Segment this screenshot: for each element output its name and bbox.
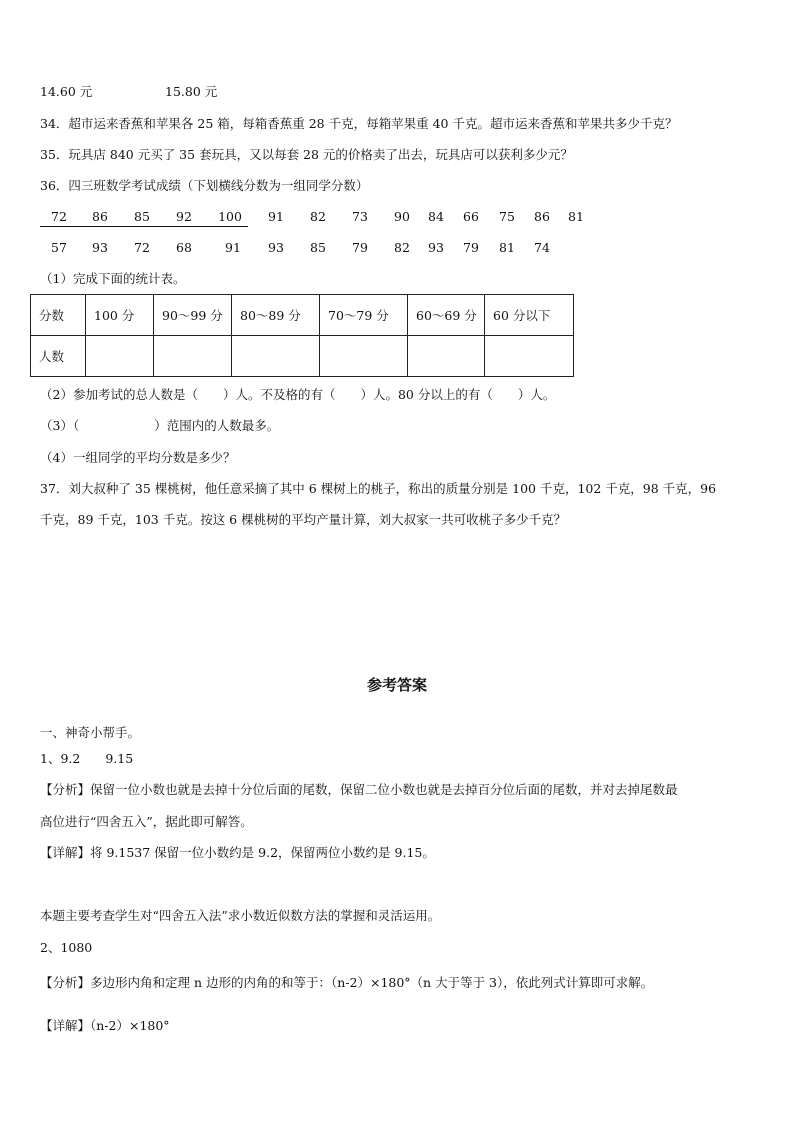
score-value: 75 xyxy=(499,209,515,224)
score-row-2 xyxy=(40,240,600,256)
answer-title: 参考答案 xyxy=(366,676,427,694)
score-value: 100 xyxy=(218,209,242,224)
table-header-cell: 分数 xyxy=(31,295,86,336)
group-underline xyxy=(40,226,248,227)
score-value: 92 xyxy=(176,209,192,224)
question-35: 35．玩具店 840 元买了 35 套玩具，又以每套 28 元的价格卖了出去，玩具店可以获利多少元？ xyxy=(40,147,573,162)
table-answer-cell[interactable] xyxy=(320,336,408,377)
score-value: 74 xyxy=(534,240,550,255)
score-value: 72 xyxy=(134,240,150,255)
score-value: 72 xyxy=(51,209,67,224)
table-answer-cell[interactable] xyxy=(408,336,485,377)
answer-2-heading: 2、1080 xyxy=(40,940,93,955)
question-36-sub2: （2）参加考试的总人数是（ ）人。不及格的有（ ）人。80 分以上的有（ ）人。 xyxy=(40,387,556,402)
table-row-label: 人数 xyxy=(31,336,86,377)
answer-2-detail: 【详解】（n-2）×180° xyxy=(40,1018,170,1033)
table-answer-cell[interactable] xyxy=(232,336,320,377)
score-value: 81 xyxy=(499,240,515,255)
score-value: 85 xyxy=(310,240,326,255)
score-value: 68 xyxy=(176,240,192,255)
question-36-sub3: （3）（ ）范围内的人数最多。 xyxy=(40,418,280,433)
score-value: 86 xyxy=(92,209,108,224)
score-value: 66 xyxy=(463,209,479,224)
table-header-cell: 60 分以下 xyxy=(485,295,574,336)
answer-1-note: 本题主要考查学生对“四舍五入法”求小数近似数方法的掌握和灵活运用。 xyxy=(40,908,441,923)
question-37-line2: 千克，89 千克，103 千克。按这 6 棵桃树的平均产量计算，刘大叔家一共可收桃子多少千克？ xyxy=(40,512,567,527)
score-value: 82 xyxy=(310,209,326,224)
score-value: 93 xyxy=(268,240,284,255)
answer-1-heading: 1、9.2 9.15 xyxy=(40,751,134,766)
answer-2-analysis: 【分析】多边形内角和定理 n 边形的内角的和等于：（n-2）×180°（n 大于等于 3），依此列式计算即可求解。 xyxy=(40,975,654,990)
answer-1-analysis-line2: 高位进行“四舍五入”，据此即可解答。 xyxy=(40,814,253,829)
table-row xyxy=(31,336,574,377)
score-value: 93 xyxy=(92,240,108,255)
score-value: 82 xyxy=(394,240,410,255)
question-36-sub1: （1）完成下面的统计表。 xyxy=(40,271,186,286)
score-value: 84 xyxy=(428,209,444,224)
table-header-cell: 70～79 分 xyxy=(320,295,408,336)
score-row-1 xyxy=(40,209,600,225)
question-34: 34．超市运来香蕉和苹果各 25 箱，每箱香蕉重 28 千克，每箱苹果重 40 千克。超市运来香蕉和苹果共多少千克？ xyxy=(40,116,678,131)
score-value: 73 xyxy=(352,209,368,224)
score-value: 93 xyxy=(428,240,444,255)
score-value: 85 xyxy=(134,209,150,224)
question-37-line1: 37．刘大叔种了 35 棵桃树，他任意采摘了其中 6 棵树上的桃子，称出的质量分别是 100 千克，102 千克，98 千克，96 xyxy=(40,481,717,496)
question-36-sub4: （4）一组同学的平均分数是多少？ xyxy=(40,450,236,465)
table-header-cell: 80～89 分 xyxy=(232,295,320,336)
table-header-cell: 90～99 分 xyxy=(154,295,232,336)
score-value: 86 xyxy=(534,209,550,224)
score-value: 57 xyxy=(51,240,67,255)
score-value: 91 xyxy=(268,209,284,224)
question-36-title: 36．四三班数学考试成绩（下划横线分数为一组同学分数） xyxy=(40,178,369,193)
price-1: 14.60 元 xyxy=(40,84,93,99)
statistics-table xyxy=(30,294,574,377)
price-2: 15.80 元 xyxy=(165,84,218,99)
answer-section-heading: 一、神奇小帮手。 xyxy=(40,725,141,740)
score-value: 81 xyxy=(568,209,584,224)
score-value: 79 xyxy=(463,240,479,255)
score-value: 90 xyxy=(394,209,410,224)
table-answer-cell[interactable] xyxy=(154,336,232,377)
table-answer-cell[interactable] xyxy=(86,336,154,377)
answer-1-detail: 【详解】将 9.1537 保留一位小数约是 9.2，保留两位小数约是 9.15。 xyxy=(40,845,435,860)
score-value: 91 xyxy=(225,240,241,255)
table-answer-cell[interactable] xyxy=(485,336,574,377)
table-header-row xyxy=(31,295,574,336)
table-header-cell: 60～69 分 xyxy=(408,295,485,336)
score-value: 79 xyxy=(352,240,368,255)
answer-1-analysis-line1: 【分析】保留一位小数也就是去掉十分位后面的尾数，保留二位小数也就是去掉百分位后面的尾数，并对去掉尾数最 xyxy=(40,782,678,797)
table-header-cell: 100 分 xyxy=(86,295,154,336)
